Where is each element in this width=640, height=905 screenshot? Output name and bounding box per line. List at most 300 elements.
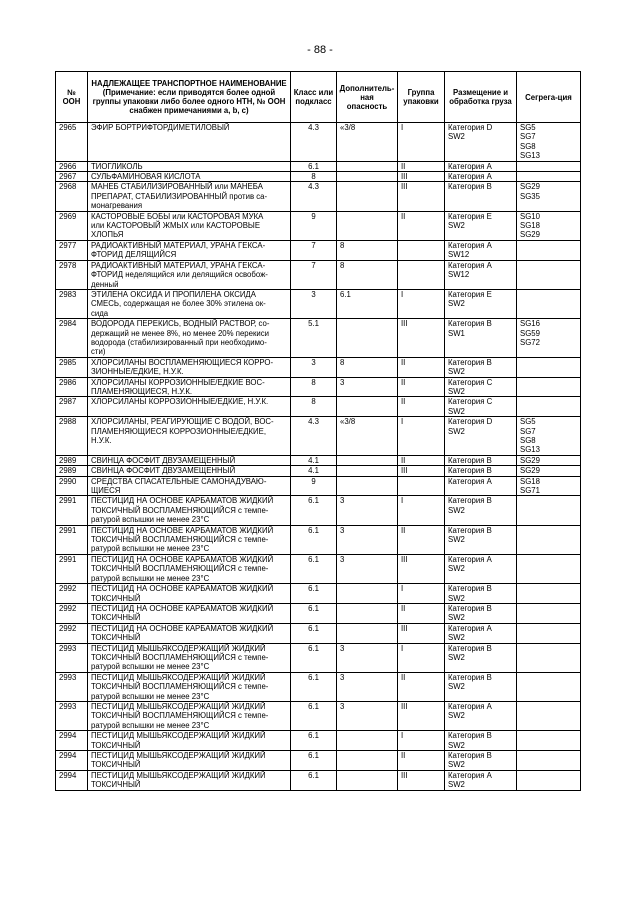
stowage-line: Категория A bbox=[448, 172, 492, 182]
class-cell: 6.1 bbox=[291, 525, 337, 554]
subsidiary-risk-cell bbox=[337, 751, 398, 771]
shipping-name-line: ПЕСТИЦИД МЫШЬЯКСОДЕРЖАЩИЙ ЖИДКИЙ bbox=[91, 770, 266, 780]
segregation-cell bbox=[517, 731, 581, 751]
stowage-line: Категория A bbox=[448, 240, 492, 250]
segregation-code: SG29 bbox=[520, 182, 540, 192]
shipping-name-cell bbox=[88, 289, 291, 318]
class-cell: 4.3 bbox=[291, 182, 337, 211]
segregation-cell bbox=[517, 525, 581, 554]
subsidiary-risk-cell: 3 bbox=[337, 672, 398, 701]
stowage-line: Категория E bbox=[448, 211, 492, 221]
segregation-code: SG8 bbox=[520, 436, 536, 445]
shipping-name-line: ТОКСИЧНЫЙ ВОСПЛАМЕНЯЮЩИЙСЯ с темпе- bbox=[91, 711, 269, 721]
stowage-cell bbox=[445, 397, 517, 417]
table-row bbox=[56, 240, 581, 260]
shipping-name-cell bbox=[88, 731, 291, 751]
un-number-cell: 2992 bbox=[56, 603, 88, 623]
shipping-name-cell bbox=[88, 172, 291, 182]
packing-group-cell: II bbox=[398, 751, 445, 771]
shipping-name-line: ХЛОРСИЛАНЫ КОРРОЗИОННЫЕ/ЕДКИЕ, Н.У.К. bbox=[91, 397, 269, 407]
page-number: - 88 - bbox=[307, 44, 333, 56]
packing-group-cell: III bbox=[398, 770, 445, 790]
subsidiary-risk-cell: 3 bbox=[337, 377, 398, 397]
class-cell: 6.1 bbox=[291, 623, 337, 643]
stowage-cell bbox=[445, 770, 517, 790]
shipping-name-line: монагревания bbox=[91, 201, 143, 211]
shipping-name-line: водорода (стабилизированный при необходимо- bbox=[91, 337, 267, 347]
class-cell: 6.1 bbox=[291, 770, 337, 790]
stowage-cell bbox=[445, 357, 517, 377]
table-row bbox=[56, 476, 581, 496]
shipping-name-cell bbox=[88, 701, 291, 730]
stowage-line: SW2 bbox=[448, 426, 465, 436]
segregation-cell bbox=[517, 182, 581, 211]
subsidiary-risk-cell bbox=[337, 319, 398, 358]
class-cell: 6.1 bbox=[291, 603, 337, 623]
packing-group-cell: II bbox=[398, 377, 445, 397]
packing-group-cell: II bbox=[398, 525, 445, 554]
shipping-name-line: СВИНЦА ФОСФИТ ДВУЗАМЕЩЕННЫЙ bbox=[91, 455, 236, 465]
stowage-cell bbox=[445, 701, 517, 730]
packing-group-cell bbox=[398, 240, 445, 260]
packing-group-cell: I bbox=[398, 289, 445, 318]
shipping-name-line: ПЕСТИЦИД НА ОСНОВЕ КАРБАМАТОВ ЖИДКИЙ bbox=[91, 554, 274, 564]
un-number-cell: 2993 bbox=[56, 643, 88, 672]
stowage-line: SW2 bbox=[448, 760, 465, 770]
table-row bbox=[56, 182, 581, 211]
un-number-cell: 2991 bbox=[56, 525, 88, 554]
shipping-name-line: ХЛОПЬЯ bbox=[91, 230, 124, 240]
shipping-name-cell bbox=[88, 751, 291, 771]
un-number-cell: 2977 bbox=[56, 240, 88, 260]
shipping-name-line: ВОДОРОДА ПЕРЕКИСЬ, ВОДНЫЙ РАСТВОР, со- bbox=[91, 319, 270, 329]
stowage-cell bbox=[445, 466, 517, 476]
segregation-cell bbox=[517, 770, 581, 790]
segregation-cell bbox=[517, 623, 581, 643]
shipping-name-line: ратурой вспышки не менее 23°C bbox=[91, 544, 210, 554]
stowage-line: SW2 bbox=[448, 132, 465, 142]
table-row bbox=[56, 731, 581, 751]
subsidiary-risk-cell: 3 bbox=[337, 496, 398, 525]
class-cell: 5.1 bbox=[291, 319, 337, 358]
subsidiary-risk-cell bbox=[337, 172, 398, 182]
table-row bbox=[56, 455, 581, 465]
shipping-name-line: ПЕСТИЦИД НА ОСНОВЕ КАРБАМАТОВ ЖИДКИЙ bbox=[91, 496, 274, 506]
shipping-name-line: ПЕСТИЦИД НА ОСНОВЕ КАРБАМАТОВ ЖИДКИЙ bbox=[91, 525, 274, 535]
un-number-cell: 2990 bbox=[56, 476, 88, 496]
subsidiary-risk-cell: 6.1 bbox=[337, 289, 398, 318]
packing-group-cell bbox=[398, 476, 445, 496]
segregation-cell bbox=[517, 211, 581, 240]
stowage-cell bbox=[445, 319, 517, 358]
class-cell: 7 bbox=[291, 260, 337, 289]
stowage-line: SW12 bbox=[448, 270, 470, 280]
shipping-name-line: ПЕСТИЦИД НА ОСНОВЕ КАРБАМАТОВ ЖИДКИЙ bbox=[91, 623, 274, 633]
class-cell: 3 bbox=[291, 289, 337, 318]
table-row bbox=[56, 584, 581, 604]
subsidiary-risk-cell bbox=[337, 455, 398, 465]
shipping-name-cell bbox=[88, 357, 291, 377]
shipping-name-cell bbox=[88, 182, 291, 211]
shipping-name-cell bbox=[88, 319, 291, 358]
table-header-row bbox=[56, 72, 581, 123]
un-number-cell: 2993 bbox=[56, 701, 88, 730]
stowage-line: SW2 bbox=[448, 652, 465, 662]
stowage-line: SW12 bbox=[448, 250, 470, 260]
shipping-name-cell bbox=[88, 554, 291, 583]
segregation-code: SG72 bbox=[520, 337, 540, 347]
segregation-code: SG7 bbox=[520, 132, 536, 142]
segregation-cell bbox=[517, 417, 581, 456]
shipping-name-cell bbox=[88, 525, 291, 554]
un-number-cell: 2993 bbox=[56, 672, 88, 701]
segregation-code: SG8 bbox=[520, 141, 536, 151]
table-row bbox=[56, 377, 581, 397]
shipping-name-line: ТИОГЛИКОЛЬ bbox=[91, 161, 143, 171]
shipping-name-line: ТОКСИЧНЫЙ bbox=[91, 780, 141, 790]
segregation-cell bbox=[517, 260, 581, 289]
shipping-name-line: ПЕСТИЦИД НА ОСНОВЕ КАРБАМАТОВ ЖИДКИЙ bbox=[91, 584, 274, 594]
shipping-name-line: денный bbox=[91, 279, 119, 289]
shipping-name-cell bbox=[88, 466, 291, 476]
subsidiary-risk-cell: 8 bbox=[337, 240, 398, 260]
shipping-name-line: ТОКСИЧНЫЙ ВОСПЛАМЕНЯЮЩИЙСЯ с темпе- bbox=[91, 505, 269, 515]
un-number-cell: 2987 bbox=[56, 397, 88, 417]
shipping-name-line: ПЕСТИЦИД МЫШЬЯКСОДЕРЖАЩИЙ ЖИДКИЙ bbox=[91, 751, 266, 760]
un-number-cell: 2992 bbox=[56, 584, 88, 604]
stowage-line: Категория A bbox=[448, 554, 492, 564]
stowage-line: Категория B bbox=[448, 357, 492, 367]
stowage-cell bbox=[445, 476, 517, 496]
un-number-cell: 2994 bbox=[56, 751, 88, 771]
class-cell: 8 bbox=[291, 172, 337, 182]
segregation-code: SG59 bbox=[520, 328, 540, 338]
table-row bbox=[56, 417, 581, 456]
segregation-code: SG18 bbox=[520, 221, 540, 231]
header-class: Класс или подкласс bbox=[291, 72, 337, 123]
stowage-line: Категория A bbox=[448, 770, 492, 780]
segregation-code: SG29 bbox=[520, 455, 540, 465]
stowage-line: Категория D bbox=[448, 417, 493, 427]
stowage-line: Категория C bbox=[448, 397, 493, 407]
subsidiary-risk-cell bbox=[337, 466, 398, 476]
shipping-name-cell bbox=[88, 623, 291, 643]
stowage-line: SW2 bbox=[448, 613, 465, 623]
shipping-name-line: ТОКСИЧНЫЙ bbox=[91, 593, 141, 603]
segregation-cell bbox=[517, 357, 581, 377]
stowage-line: SW2 bbox=[448, 406, 465, 416]
subsidiary-risk-cell bbox=[337, 476, 398, 496]
un-number-cell: 2968 bbox=[56, 182, 88, 211]
subsidiary-risk-cell: «3/8 bbox=[337, 417, 398, 456]
stowage-line: SW2 bbox=[448, 564, 465, 574]
class-cell: 6.1 bbox=[291, 584, 337, 604]
shipping-name-line: ПЕСТИЦИД МЫШЬЯКСОДЕРЖАЩИЙ ЖИДКИЙ bbox=[91, 643, 266, 653]
stowage-cell bbox=[445, 496, 517, 525]
table-row bbox=[56, 211, 581, 240]
shipping-name-line: МАНЕБ СТАБИЛИЗИРОВАННЫЙ или МАНЕБА bbox=[91, 182, 263, 192]
stowage-cell bbox=[445, 161, 517, 171]
table-row bbox=[56, 603, 581, 623]
header-un-number: № ООН bbox=[56, 72, 88, 123]
segregation-cell bbox=[517, 319, 581, 358]
stowage-cell bbox=[445, 289, 517, 318]
table-row bbox=[56, 701, 581, 730]
segregation-code: SG16 bbox=[520, 319, 540, 329]
segregation-code: SG13 bbox=[520, 151, 540, 161]
subsidiary-risk-cell bbox=[337, 397, 398, 417]
shipping-name-line: ЭФИР БОРТРИФТОРДИМЕТИЛОВЫЙ bbox=[91, 123, 230, 132]
packing-group-cell: III bbox=[398, 466, 445, 476]
shipping-name-line: ХЛОРСИЛАНЫ ВОСПЛАМЕНЯЮЩИЕСЯ КОРРО- bbox=[91, 357, 274, 367]
shipping-name-cell bbox=[88, 455, 291, 465]
stowage-line: Категория B bbox=[448, 496, 492, 506]
packing-group-cell: II bbox=[398, 603, 445, 623]
subsidiary-risk-cell: 8 bbox=[337, 357, 398, 377]
shipping-name-line: ПЕСТИЦИД МЫШЬЯКСОДЕРЖАЩИЙ ЖИДКИЙ bbox=[91, 731, 266, 741]
packing-group-cell bbox=[398, 260, 445, 289]
packing-group-cell: II bbox=[398, 211, 445, 240]
shipping-name-line: СВИНЦА ФОСФИТ ДВУЗАМЕЩЕННЫЙ bbox=[91, 466, 236, 476]
class-cell: 6.1 bbox=[291, 701, 337, 730]
shipping-name-line: ЗИОННЫЕ/ЕДКИЕ, Н.У.К. bbox=[91, 367, 184, 377]
shipping-name-line: ТОКСИЧНЫЙ bbox=[91, 760, 141, 770]
un-number-cell: 2966 bbox=[56, 161, 88, 171]
un-number-cell: 2967 bbox=[56, 172, 88, 182]
segregation-cell bbox=[517, 289, 581, 318]
stowage-cell bbox=[445, 672, 517, 701]
shipping-name-line: ратурой вспышки не менее 23°C bbox=[91, 691, 210, 701]
shipping-name-line: ратурой вспышки не менее 23°C bbox=[91, 573, 210, 583]
stowage-line: Категория B bbox=[448, 731, 492, 741]
shipping-name-cell bbox=[88, 643, 291, 672]
segregation-cell bbox=[517, 672, 581, 701]
table-row bbox=[56, 161, 581, 171]
table-row bbox=[56, 554, 581, 583]
segregation-code: SG29 bbox=[520, 466, 540, 476]
packing-group-cell: II bbox=[398, 357, 445, 377]
table-row bbox=[56, 319, 581, 358]
shipping-name-cell bbox=[88, 417, 291, 456]
segregation-code: SG13 bbox=[520, 445, 540, 455]
packing-group-cell: II bbox=[398, 397, 445, 417]
header-name-note: (Примечание: если приводятся более одной группы упаковки либо более одного НТН, № ООН снабжен примечаниями a, b, c) bbox=[92, 88, 286, 115]
stowage-line: SW2 bbox=[448, 633, 465, 643]
packing-group-cell: I bbox=[398, 731, 445, 751]
stowage-line: SW2 bbox=[448, 221, 465, 231]
stowage-cell bbox=[445, 377, 517, 397]
shipping-name-line: держащий не менее 8%, но менее 20% перекиси bbox=[91, 328, 269, 338]
table-row bbox=[56, 623, 581, 643]
stowage-cell bbox=[445, 172, 517, 182]
segregation-cell bbox=[517, 455, 581, 465]
shipping-name-line: ХЛОРСИЛАНЫ КОРРОЗИОННЫЕ/ЕДКИЕ ВОС- bbox=[91, 377, 265, 387]
un-number-cell: 2989 bbox=[56, 455, 88, 465]
subsidiary-risk-cell: 3 bbox=[337, 525, 398, 554]
shipping-name-line: ТОКСИЧНЫЙ ВОСПЛАМЕНЯЮЩИЙСЯ с темпе- bbox=[91, 682, 269, 692]
un-number-cell: 2965 bbox=[56, 123, 88, 162]
class-cell: 6.1 bbox=[291, 672, 337, 701]
table-row bbox=[56, 496, 581, 525]
header-subsidiary-risk: Дополнитель-ная опасность bbox=[337, 72, 398, 123]
subsidiary-risk-cell bbox=[337, 211, 398, 240]
un-number-cell: 2994 bbox=[56, 770, 88, 790]
segregation-cell bbox=[517, 701, 581, 730]
shipping-name-cell bbox=[88, 397, 291, 417]
stowage-cell bbox=[445, 623, 517, 643]
shipping-name-line: ТОКСИЧНЫЙ ВОСПЛАМЕНЯЮЩИЙСЯ с темпе- bbox=[91, 564, 269, 574]
table-row bbox=[56, 525, 581, 554]
segregation-cell bbox=[517, 172, 581, 182]
shipping-name-line: ЭТИЛЕНА ОКСИДА И ПРОПИЛЕНА ОКСИДА bbox=[91, 289, 256, 299]
shipping-name-cell bbox=[88, 161, 291, 171]
un-number-cell: 2986 bbox=[56, 377, 88, 397]
un-number-cell: 2984 bbox=[56, 319, 88, 358]
segregation-cell bbox=[517, 377, 581, 397]
shipping-name-line: ФТОРИД ДЕЛЯЩИЙСЯ bbox=[91, 250, 177, 260]
shipping-name-line: сида bbox=[91, 308, 109, 318]
packing-group-cell: I bbox=[398, 417, 445, 456]
shipping-name-line: ТОКСИЧНЫЙ ВОСПЛАМЕНЯЮЩИЙСЯ с темпе- bbox=[91, 652, 269, 662]
table-row bbox=[56, 123, 581, 162]
stowage-cell bbox=[445, 417, 517, 456]
shipping-name-cell bbox=[88, 603, 291, 623]
table-row bbox=[56, 672, 581, 701]
shipping-name-line: СУЛЬФАМИНОВАЯ КИСЛОТА bbox=[91, 172, 201, 182]
stowage-line: Категория D bbox=[448, 123, 493, 132]
shipping-name-line: ТОКСИЧНЫЙ bbox=[91, 633, 141, 643]
stowage-cell bbox=[445, 603, 517, 623]
segregation-code: SG5 bbox=[520, 417, 536, 427]
stowage-cell bbox=[445, 525, 517, 554]
segregation-cell bbox=[517, 161, 581, 171]
stowage-line: Категория B bbox=[448, 643, 492, 653]
packing-group-cell: II bbox=[398, 672, 445, 701]
un-number-cell: 2992 bbox=[56, 623, 88, 643]
segregation-cell bbox=[517, 643, 581, 672]
segregation-cell bbox=[517, 466, 581, 476]
stowage-line: Категория B bbox=[448, 455, 492, 465]
class-cell: 6.1 bbox=[291, 161, 337, 171]
un-number-cell: 2983 bbox=[56, 289, 88, 318]
shipping-name-line: ХЛОРСИЛАНЫ, РЕАГИРУЮЩИЕ С ВОДОЙ, ВОС- bbox=[91, 417, 274, 427]
stowage-cell bbox=[445, 554, 517, 583]
header-stowage: Размещение и обработка груза bbox=[445, 72, 517, 123]
class-cell: 8 bbox=[291, 397, 337, 417]
stowage-line: Категория B bbox=[448, 525, 492, 535]
table-row bbox=[56, 643, 581, 672]
class-cell: 4.1 bbox=[291, 466, 337, 476]
shipping-name-line: ЩИЕСЯ bbox=[91, 486, 121, 496]
segregation-code: SG35 bbox=[520, 191, 540, 201]
stowage-cell bbox=[445, 260, 517, 289]
stowage-line: SW2 bbox=[448, 367, 465, 377]
header-packing-group: Группа упаковки bbox=[398, 72, 445, 123]
table-row bbox=[56, 172, 581, 182]
stowage-line: Категория A bbox=[448, 623, 492, 633]
stowage-line: Категория A bbox=[448, 476, 492, 486]
stowage-line: Категория E bbox=[448, 289, 492, 299]
stowage-line: SW2 bbox=[448, 299, 465, 309]
shipping-name-cell bbox=[88, 211, 291, 240]
class-cell: 9 bbox=[291, 476, 337, 496]
packing-group-cell: I bbox=[398, 584, 445, 604]
subsidiary-risk-cell bbox=[337, 770, 398, 790]
packing-group-cell: I bbox=[398, 643, 445, 672]
shipping-name-line: ФТОРИД неделящийся или делящийся освобож- bbox=[91, 270, 268, 280]
subsidiary-risk-cell bbox=[337, 161, 398, 171]
class-cell: 7 bbox=[291, 240, 337, 260]
stowage-line: Категория A bbox=[448, 701, 492, 711]
table-row bbox=[56, 289, 581, 318]
subsidiary-risk-cell: 3 bbox=[337, 643, 398, 672]
shipping-name-line: ПЛАМЕНЯЮЩИЕСЯ КОРРОЗИОННЫЕ/ЕДКИЕ, bbox=[91, 426, 267, 436]
stowage-line: Категория B bbox=[448, 751, 492, 760]
segregation-cell bbox=[517, 123, 581, 162]
un-number-cell: 2969 bbox=[56, 211, 88, 240]
packing-group-cell: III bbox=[398, 701, 445, 730]
subsidiary-risk-cell bbox=[337, 623, 398, 643]
segregation-code: SG71 bbox=[520, 486, 540, 496]
stowage-line: Категория B bbox=[448, 466, 492, 476]
stowage-line: Категория B bbox=[448, 584, 492, 594]
un-number-cell: 2989 bbox=[56, 466, 88, 476]
class-cell: 6.1 bbox=[291, 643, 337, 672]
shipping-name-line: ратурой вспышки не менее 23°C bbox=[91, 720, 210, 730]
stowage-cell bbox=[445, 123, 517, 162]
class-cell: 6.1 bbox=[291, 751, 337, 771]
class-cell: 3 bbox=[291, 357, 337, 377]
segregation-cell bbox=[517, 584, 581, 604]
class-cell: 4.3 bbox=[291, 123, 337, 162]
shipping-name-cell bbox=[88, 476, 291, 496]
class-cell: 6.1 bbox=[291, 496, 337, 525]
header-proper-shipping-name bbox=[88, 72, 291, 123]
un-number-cell: 2991 bbox=[56, 496, 88, 525]
stowage-cell bbox=[445, 240, 517, 260]
subsidiary-risk-cell: 3 bbox=[337, 701, 398, 730]
segregation-code: SG18 bbox=[520, 476, 540, 486]
subsidiary-risk-cell: «3/8 bbox=[337, 123, 398, 162]
packing-group-cell: III bbox=[398, 623, 445, 643]
stowage-line: Категория B bbox=[448, 319, 492, 329]
packing-group-cell: III bbox=[398, 182, 445, 211]
stowage-line: SW2 bbox=[448, 740, 465, 750]
shipping-name-line: СРЕДСТВА СПАСАТЕЛЬНЫЕ САМОНАДУВАЮ- bbox=[91, 476, 267, 486]
table-row bbox=[56, 397, 581, 417]
segregation-cell bbox=[517, 240, 581, 260]
stowage-cell bbox=[445, 211, 517, 240]
segregation-cell bbox=[517, 603, 581, 623]
shipping-name-line: РАДИОАКТИВНЫЙ МАТЕРИАЛ, УРАНА ГЕКСА- bbox=[91, 260, 266, 270]
stowage-line: SW2 bbox=[448, 780, 465, 790]
dangerous-goods-table bbox=[55, 71, 581, 791]
stowage-line: Категория B bbox=[448, 182, 492, 192]
shipping-name-cell bbox=[88, 260, 291, 289]
packing-group-cell: I bbox=[398, 496, 445, 525]
header-name-title: НАДЛЕЖАЩЕЕ ТРАНСПОРТНОЕ НАИМЕНОВАНИЕ bbox=[91, 79, 287, 88]
shipping-name-line: ТОКСИЧНЫЙ ВОСПЛАМЕНЯЮЩИЙСЯ с темпе- bbox=[91, 535, 269, 545]
shipping-name-line: или КАСТОРОВЫЙ ЖМЫХ или КАСТОРОВЫЕ bbox=[91, 221, 261, 231]
stowage-line: SW2 bbox=[448, 682, 465, 692]
stowage-line: SW2 bbox=[448, 593, 465, 603]
subsidiary-risk-cell bbox=[337, 182, 398, 211]
stowage-line: SW2 bbox=[448, 386, 465, 396]
shipping-name-cell bbox=[88, 496, 291, 525]
shipping-name-cell bbox=[88, 770, 291, 790]
stowage-line: Категория A bbox=[448, 260, 492, 270]
stowage-cell bbox=[445, 731, 517, 751]
